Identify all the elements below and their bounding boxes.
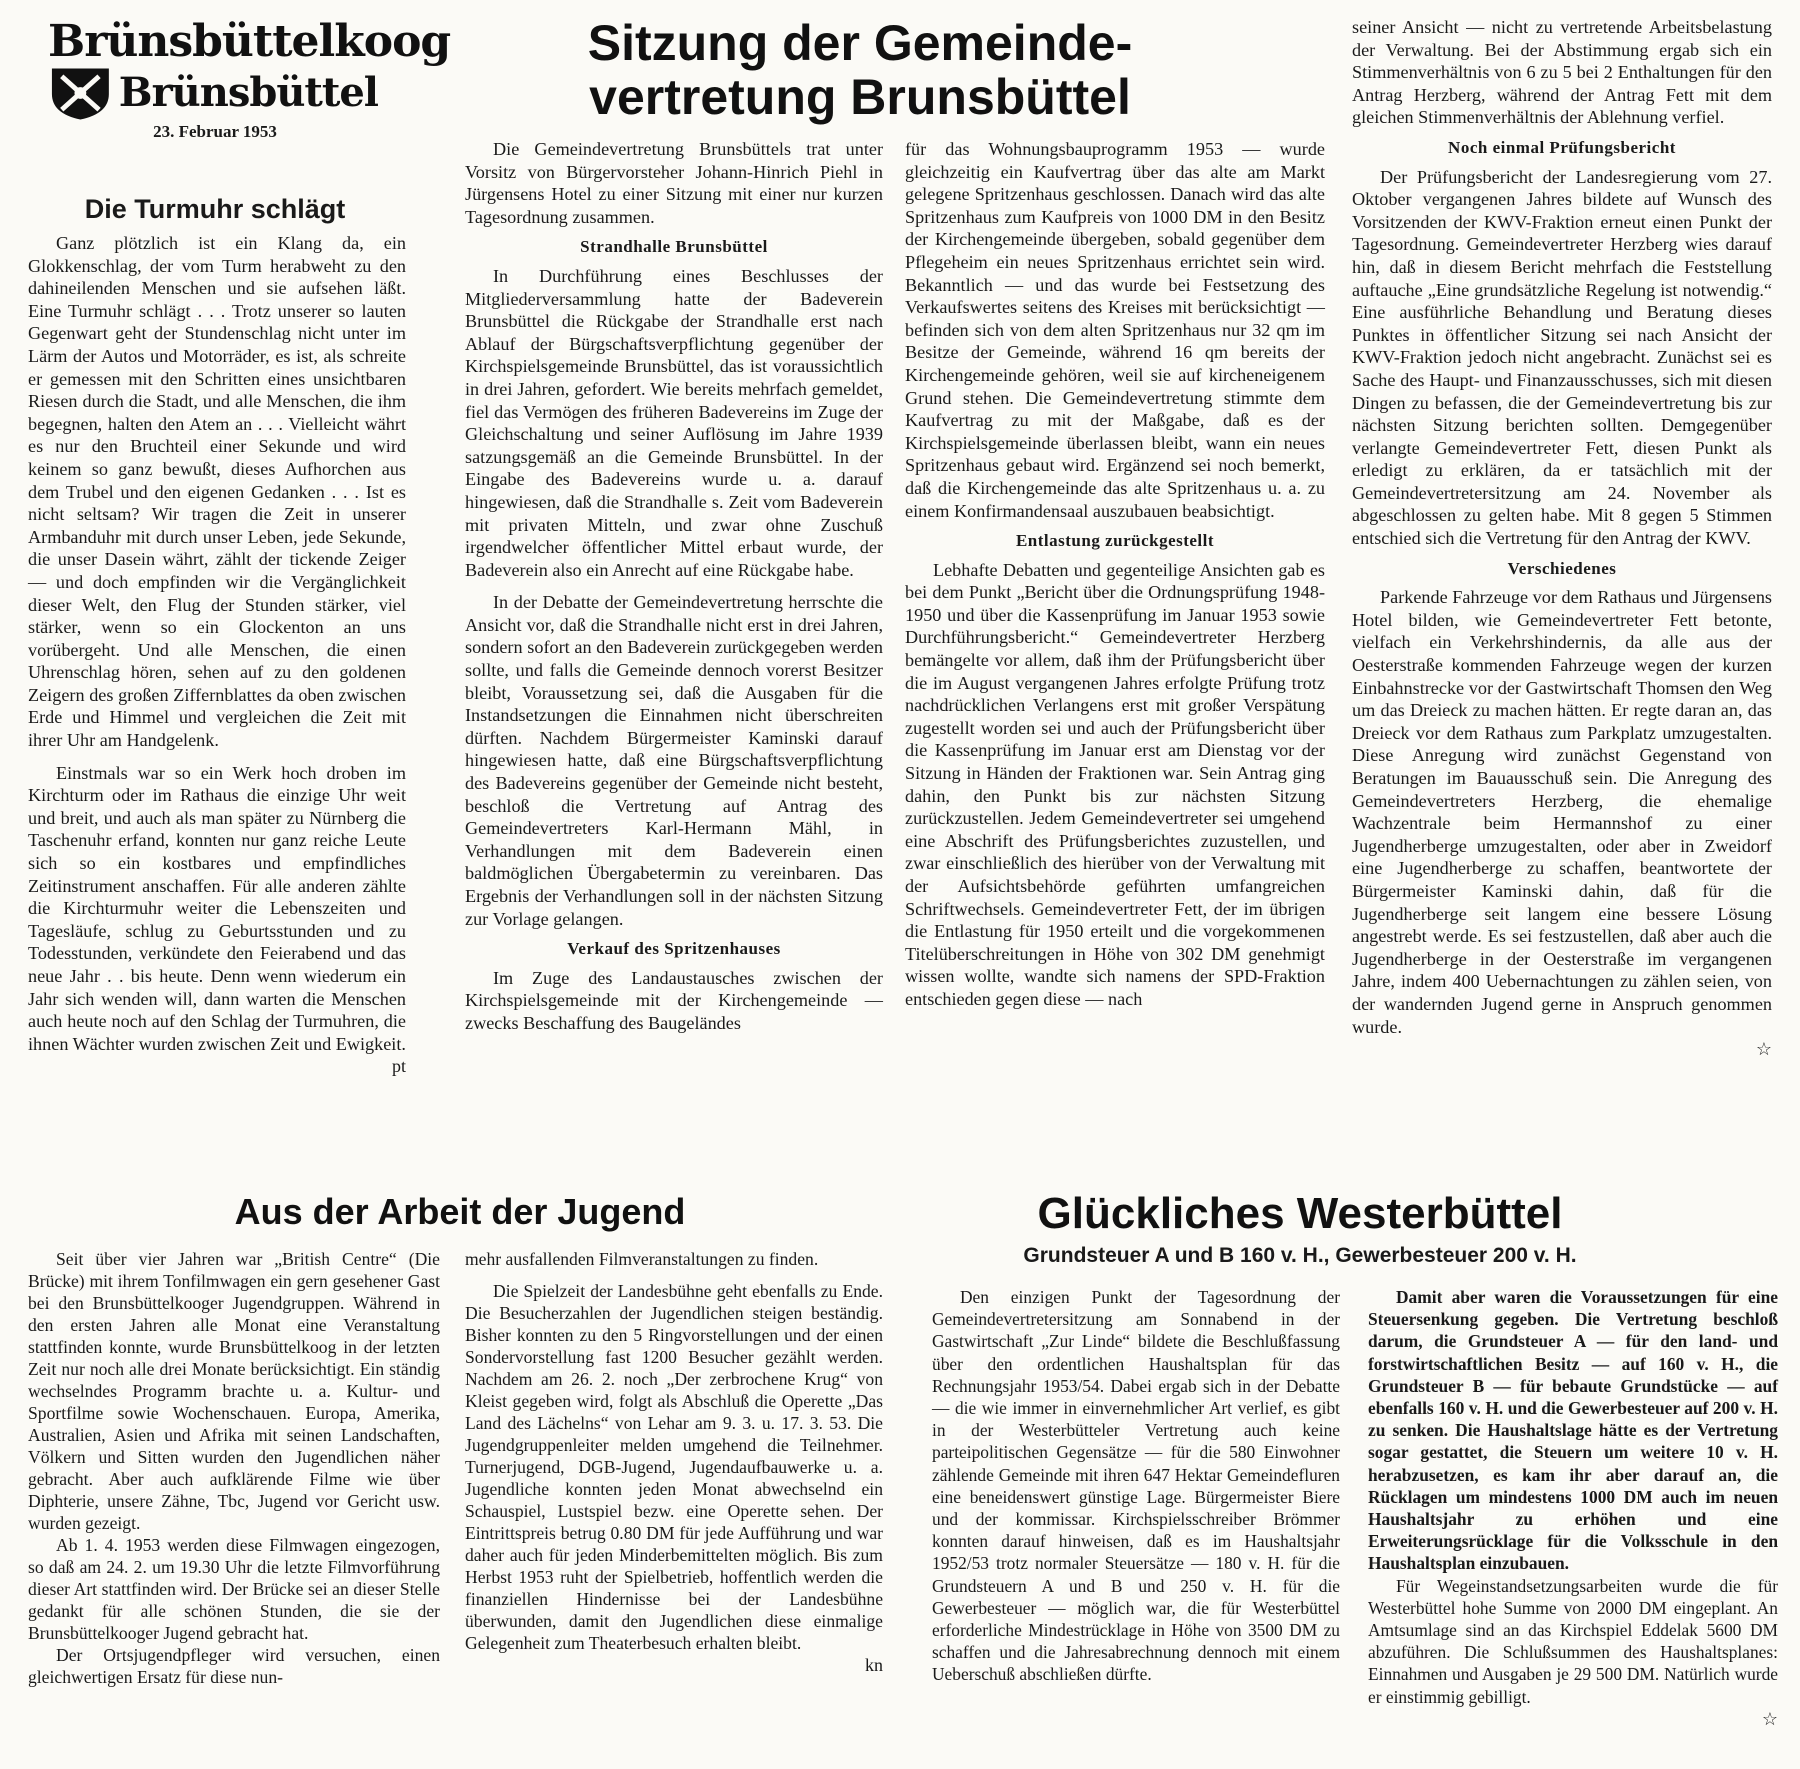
jugend-paragraph: Seit über vier Jahren war „British Centre“ (Die Brücke) mit ihrem Tonfilmwagen ein gern gesehener Gast bei den Brunsbüttelkooger Jugendgruppen. Während in den ersten Jahren alle Monat eine Veranstaltung stattfinden konnte, wurde Brunsbüttelkoog in der letzten Zeit nur noch alle drei Monate berücksichtigt. Ein ständig wechselndes Programm brachte u. a. Kultur- und Sportfilme sowie Wochenschauen. Europa, Amerika, Australien, Asien und Afrika mit seinen Landschaften, Völkern und Sitten wurden den Jugendlichen näher gebracht. Aber auch aufklärende Filme wie über Diphterie, unsere Zähne, Tbc, Jugend vor Gericht usw. wurden gezeigt. (28, 1249, 440, 1533)
turmuhr-signature: pt (391, 1056, 406, 1077)
wester-paragraph: Für Wegeinstandsetzungsarbeiten wurde die für Westerbüttel hohe Summe von 2000 DM eingeplant. An Amtsumlage sind an das Kirchspiel Eddelak 5600 DM abzuführen. Die Schlußsummen des Haushaltsplanes: Einnahmen und Ausgaben je 29 500 DM. Natürlich wurde er einstimmig gebilligt. (1368, 1575, 1778, 1707)
end-mark-star-icon: ☆ (1755, 1039, 1772, 1060)
turmuhr-title: Die Turmuhr schlägt (84, 194, 346, 224)
wester-column-2 (1368, 1286, 1778, 1730)
sitzung-paragraph: für das Wohnungsbauprogramm 1953 — wurde gleichzeitig ein Kaufvertrag über das alte am Markt gelegene Spritzenhaus geschlossen. Danach wird das alte Spritzenhaus zum Kaufpreis von 1000 DM in den Besitz der Kirchengemeinde übergeben, sobald gegenüber dem Pflegeheim ein neues Spritzenhaus errichtet sein wird. Bekanntlich — und das wurde bei Festsetzung des Verkaufswertes seitens des Kreises mit berücksichtigt — befinden sich von dem alten Spritzenhaus nur 32 qm im Besitze der Gemeinde, während 16 qm bereits der Kirchengemeinde gehören, weil sie auf kircheneigenem Grund stehen. Die Gemeindevertretung stimmte dem Kaufvertrag zu mit der Maßgabe, daß es der Kirchspielsgemeinde überlassen bleibt, wann ein neues Spritzenhaus gebaut wird. Ergänzend sei noch bemerkt, daß die Kirchengemeinde das alte Spritzenhaus u. a. zu einem Konfirmandensaal auszubauen beabsichtigt. (905, 139, 1325, 521)
sitzung-paragraph: Lebhafte Debatten und gegenteilige Ansichten gab es bei dem Punkt „Bericht über die Ordnungsprüfung 1948-1950 und über die Kassenprüfung im Januar 1953 sowie Durchführungsbericht.“ Gemeindevertreter Herzberg bemängelte vor allem, daß ihm der Prüfungsbericht über die im August vergangenen Jahres erfolgte Prüfung trotz nachdrücklichen Verlangens erst mit großer Verspätung zugestellt worden sei und auch der Prüfungsbericht über die Kassenprüfung im Januar erst am Dienstag vor der Sitzung in Händen der Fraktionen war. Sein Antrag ging dahin, den Punkt bis zur nächsten Sitzung zurückzustellen. Jedem Gemeindevertreter sei umgehend eine Abschrift des Prüfungsberichtes zuzustellen, und zwar einschließlich des hierüber von der Verwaltung mit der Aufsichtsbehörde geführten umfangreichen Schriftwechsels. Gemeindevertreter Fett, der im übrigen die Entlastung für 1950 erteilt und die vorgekommenen Titelüberschreitungen in Höhe von 302 DM genehmigt wissen wollte, wandte sich namens der SPD-Fraktion entschieden gegen diese — nach (905, 559, 1325, 1009)
end-mark-star-icon: ☆ (1761, 1708, 1778, 1729)
turmuhr-paragraph: Ganz plötzlich ist ein Klang da, ein Glokkenschlag, der vom Turm herabweht zu den dahineilenden Menschen und sie aufsehen läßt. Eine Turmuhr schlägt . . . Trotz unserer so lauten Gegenwart geht der Stundenschlag nicht unter im Lärm der Autos und Motorräder, es ist, als schreite er gemessen mit den Schritten eines unsichtbaren Riesen durch die Stadt, und alle Menschen, die ihm begegnen, halten den Atem an . . . Vielleicht währt es nur den Bruchteil einer Sekunde und wird keinem so ganz bewußt, dieses Aufhorchen aus dem Trubel und den eigenen Gedanken . . . Ist es nicht seltsam? Wir tragen die Zeit in unserer Armbanduhr mit durch unser Leben, jede Sekunde, die unser Dasein währt, zählt der tickende Zeiger — und doch empfinden wir die Vergänglichkeit dieser Welt, den Flug der Stunden stärker, viel stärker, wenn so ein Glockenton an uns vorübergeht. Und alle Menschen, die einen Uhrenschlag hören, sehen auf zu den goldenen Zeigern des großen Ziffernblattes da oben zwischen Erde und Himmel und vergleichen die Zeit mit ihrer Uhr am Handgelenk. (28, 233, 406, 751)
jugend-title: Aus der Arbeit der Jugend (234, 1191, 686, 1232)
jugend-signature: kn (865, 1655, 883, 1675)
sitzung-subheading: Verkauf des Spritzenhauses (567, 939, 781, 959)
sitzung-paragraph: In der Debatte der Gemeindevertretung herrschte die Ansicht vor, daß die Strandhalle nicht erst in drei Jahren, sondern sofort an den Badeverein zurückgegeben werden sollte, und falls die Gemeinde dennoch vorerst Besitzer bleibt, Voraussetzung sei, daß die Ausgaben für die Instandsetzungen die Einnahmen nicht überschreiten dürften. Nachdem Bürgermeister Kaminski darauf hingewiesen hatte, daß eine Bürgschaftsverpflichtung des Badevereins gegenüber der Gemeinde nicht besteht, beschloß die Vertretung auf Antrag des Gemeindevertreters Karl-Hermann Mähl, in Verhandlungen mit dem Badeverein einen baldmöglichen Übergabetermin zu vereinbaren. Das Ergebnis der Verhandlungen soll in der nächsten Sitzung zur Vorlage gelangen. (465, 592, 883, 929)
sitzung-paragraph: Der Prüfungsbericht der Landesregierung vom 27. Oktober vergangenen Jahres bildete auf Wunsch des Vorsitzenden der KWV-Fraktion erneut einen Punkt der Tagesordnung. Gemeindevertreter Herzberg wies darauf hin, daß in diesem Bericht mehrfach die Feststellung auftauche „Eine grundsätzliche Regelung ist notwendig.“ Eine ausführliche Behandlung und Beratung dieses Punktes in öffentlicher Sitzung sei nach Ansicht der KWV-Fraktion jedoch nicht angebracht. Zunächst sei es Sache des Haupt- und Finanzausschusses, sich mit diesen Dingen zu befassen, die der Gemeindevertretung bis zur nächsten Sitzung berichten sollten. Demgegenüber verlangte Gemeindevertreter Fett, diesen Punkt als erledigt zu erklären, da er tatsächlich mit der Gemeindevertretersitzung am 24. November als abgeschlossen zu gelten habe. Mit 8 gegen 5 Stimmen entschied sich die Vertretung für den Antrag der KWV. (1352, 166, 1772, 549)
article-date: 23. Februar 1953 (153, 122, 277, 141)
sitzung-title-line1: Sitzung der Gemeinde- (587, 15, 1133, 71)
jugend-paragraph: Ab 1. 4. 1953 werden diese Filmwagen eingezogen, so daß am 24. 2. um 19.30 Uhr die letzte Filmvorführung dieser Art stattfinden wird. Der Brücke sei an dieser Stelle gedankt für alle schönen Stunden, die sie der Brunsbüttelkooger Jugend gebracht hat. (28, 1535, 440, 1643)
jugend-paragraph: mehr ausfallenden Filmveranstaltungen zu finden. (465, 1249, 819, 1269)
sitzung-column-1 (465, 138, 883, 1035)
wester-column-1 (932, 1286, 1340, 1686)
sitzung-title (460, 16, 1260, 124)
sitzung-paragraph: Parkende Fahrzeuge vor dem Rathaus und Jürgensens Hotel bilden, wie Gemeindevertreter Fett betonte, vielfach ein Verkehrshindernis, da alle aus der Oesterstraße kommenden Fahrzeuge wegen der kurzen Einbahnstrecke vor der Gastwirtschaft Thomsen den Weg um das Dreieck zu machen hätten. Er regte daran an, das Dreieck vor dem Rathaus zum Parkplatz umzugestalten. Diese Anregung wird zunächst Gegenstand von Beratungen im Bauausschuß sein. Die Anregung des Gemeindevertreters Herzberg, die ehemalige Wachzentrale beim Hermannshof zu einer Jugendherberge umzugestalten, oder aber in Zweidorf eine Jugendherberge zu schaffen, beantwortete der Bürgermeister Kaminski dahin, daß für die Jugendherberge seit langem eine bessere Lösung angestrebt werde. Es sei festzustellen, daß aber auch die Jugendherberge in der Oesterstraße im vergangenen Jahre, indem 400 Uebernachtungen zu zählen seien, von der wandernden Jugend gerne in Anspruch genommen wurde. (1352, 587, 1772, 1037)
masthead-line2: Brünsbüttel (118, 69, 378, 116)
wester-paragraph: Den einzigen Punkt der Tagesordnung der Gemeindevertretersitzung am Sonnabend in der Gastwirtschaft „Zur Linde“ bildete die Beschlußfassung über den ordentlichen Haushaltsplan für das Rechnungsjahr 1953/54. Dabei ergab sich in der Debatte — die wie immer in einvernehmlicher Art verlief, es gibt in der Westerbütteler Vertretung auch keine parteipolitischen Gegensätze — für die 580 Einwohner zählende Gemeinde mit ihren 647 Hektar Gemeindefluren eine beneidenswert günstige Lage. Bürgermeister Biere und der kommissar. Kirchspielsschreiber Brömmer konnten darauf hinweisen, daß es im Haushaltsjahr 1952/53 trotz normaler Steuersätze — 180 v. H. für die Grundsteuern A und B und 250 v. H. für die Gewerbesteuer — möglich war, die für Westerbüttel erforderliche Mindestrücklage in Höhe von 3500 DM zu schaffen und die Jahresabrechnung dennoch mit einem Ueberschuß abschließen dürfte. (932, 1287, 1340, 1685)
wester-bold-paragraph: Damit aber waren die Voraussetzungen für eine Steuersenkung gegeben. Die Vertretung beschloß darum, die Grundsteuer A — für den land- und forstwirtschaftlichen Besitz — auf 160 v. H., die Grundsteuer B — für bebaute Grundstücke — auf ebenfalls 160 v. H. und die Gewerbesteuer auf 200 v. H. zu senken. Die Haushaltslage hätte es der Vertretung sogar gestattet, die Steuern um weitere 10 v. H. herabzusetzen, es kam ihr aber darauf an, die Rücklagen um mindestens 1000 DM auch im neuen Haushaltsjahr zu erhöhen und eine Erweiterungsrücklage für die Volksschule in den Haushaltsplan einzubauen. (1368, 1287, 1778, 1574)
jugend-column-1 (28, 1248, 440, 1688)
jugend-paragraph: Die Spielzeit der Landesbühne geht ebenfalls zu Ende. Die Besucherzahlen der Jugendlichen steigen beständig. Bisher konnten zu den 5 Ringvorstellungen und der einen Sondervorstellung fast 1200 Besucher gezählt werden. Nachdem am 26. 2. noch „Der zerbrochene Krug“ von Kleist gegeben wird, folgt als Abschluß die Operette „Das Land des Lächelns“ von Lehar am 9. 3. u. 17. 3. 53. Die Jugendgruppenleiter melden umgehend die Teilnehmer. Turnerjugend, DGB-Jugend, Jugendaufbauwerke u. a. Jugendliche konnten jeden Monat abwechselnd ein Schauspiel, Lustspiel bezw. eine Operette sehen. Der Eintrittspreis betrug 0.80 DM für jede Aufführung und war daher auch für jeden Minderbemittelten möglich. Bis zum Herbst 1953 ruht der Spielbetrieb, hoffentlich werden die finanziellen Hindernisse bei der Landesbühne überwunden, damit den Jugendlichen diese einmalige Gelegenheit zum Theaterbesuch erhalten bleibt. (465, 1281, 883, 1653)
turmuhr-paragraph: Einstmals war so ein Werk hoch droben im Kirchturm oder im Rathaus die einzige Uhr weit und breit, und auch als man später zu Nürnberg die Taschenuhr erfand, konnten nur ganz reiche Leute sich so ein kostbares und empfindliches Zeitinstrument anschaffen. Für alle anderen zählte die Kirchturmuhr weiter die Lebenszeiten und Tagesläufe, schlug zu Geburtsstunden und zu Todesstunden, verkündete den Feierabend und das neue Jahr . . bis heute. Denn wenn wiederum ein Jahr sich wenden will, dann warten die Menschen auch heute noch auf den Schlag der Turmuhren, die ihnen Wächter wurden zwischen Zeit und Ewigkeit. (28, 762, 406, 1054)
sitzung-subheading: Strandhalle Brunsbüttel (580, 237, 768, 257)
jugend-column-2 (465, 1248, 883, 1676)
masthead-line1: Brünsbüttelkoog (48, 16, 451, 67)
wester-subtitle: Grundsteuer A und B 160 v. H., Gewerbesteuer 200 v. H. (1023, 1244, 1577, 1267)
sitzung-title-line2: vertretung Brunsbüttel (589, 69, 1131, 125)
crest-icon (48, 64, 113, 122)
turmuhr-body (28, 232, 406, 1078)
sitzung-subheading: Verschiedenes (1507, 558, 1617, 578)
sitzung-paragraph: In Durchführung eines Beschlusses der Mitgliederversammlung hatte der Badeverein Brunsbüttel die Rückgabe der Strandhalle erst nach Ablauf der Bürgschaftsverpflichtung gegenüber der Kirchspielsgemeinde Brunsbüttel, das ist voraussichtlich in drei Jahren, gefordert. Wie bereits mehrfach gemeldet, fiel das Vermögen des früheren Badevereins im Zuge der Gleichschaltung und seiner Auflösung im Jahre 1939 satzungsgemäß an die Gemeinde Brunsbüttel. In der Eingabe des Badevereins wurde u. a. darauf hingewiesen, daß die Strandhalle s. Zeit vom Badeverein mit privaten Mitteln, und zwar ohne Zuschuß irgendwelcher öffentlicher Mittel erbaut wurde, der Badeverein also ein Anrecht auf eine Rückgabe habe. (465, 265, 883, 580)
sitzung-paragraph: Im Zuge des Landaustausches zwischen der Kirchspielsgemeinde mit der Kirchengemeinde — zwecks Beschaffung des Baugeländes (465, 967, 883, 1033)
jugend-paragraph: Der Ortsjugendpfleger wird versuchen, einen gleichwertigen Ersatz für diese nun- (28, 1645, 440, 1687)
sitzung-subheading: Entlastung zurückgestellt (1015, 531, 1215, 551)
sitzung-paragraph: Die Gemeindevertretung Brunsbüttels trat unter Vorsitz von Bürgervorsteher Johann-Hinrich Piehl in Jürgensens Hotel zu einer Sitzung mit einer nur kurzen Tagesordnung zusammen. (465, 139, 883, 227)
masthead (48, 16, 451, 122)
sitzung-column-3 (1352, 16, 1772, 1061)
sitzung-column-2 (905, 138, 1325, 1011)
wester-title: Glückliches Westerbüttel (1037, 1189, 1563, 1238)
sitzung-subheading: Noch einmal Prüfungsbericht (1448, 137, 1676, 157)
sitzung-paragraph: seiner Ansicht — nicht zu vertretende Arbeitsbelastung der Verwaltung. Bei der Abstimmung ergab sich ein Stimmenverhältnis von 6 zu 5 bei 2 Enthaltungen für den Antrag Herzberg, während der Antrag Fett mit dem gleichen Stimmenverhältnis der Ablehnung verfiel. (1352, 17, 1772, 128)
